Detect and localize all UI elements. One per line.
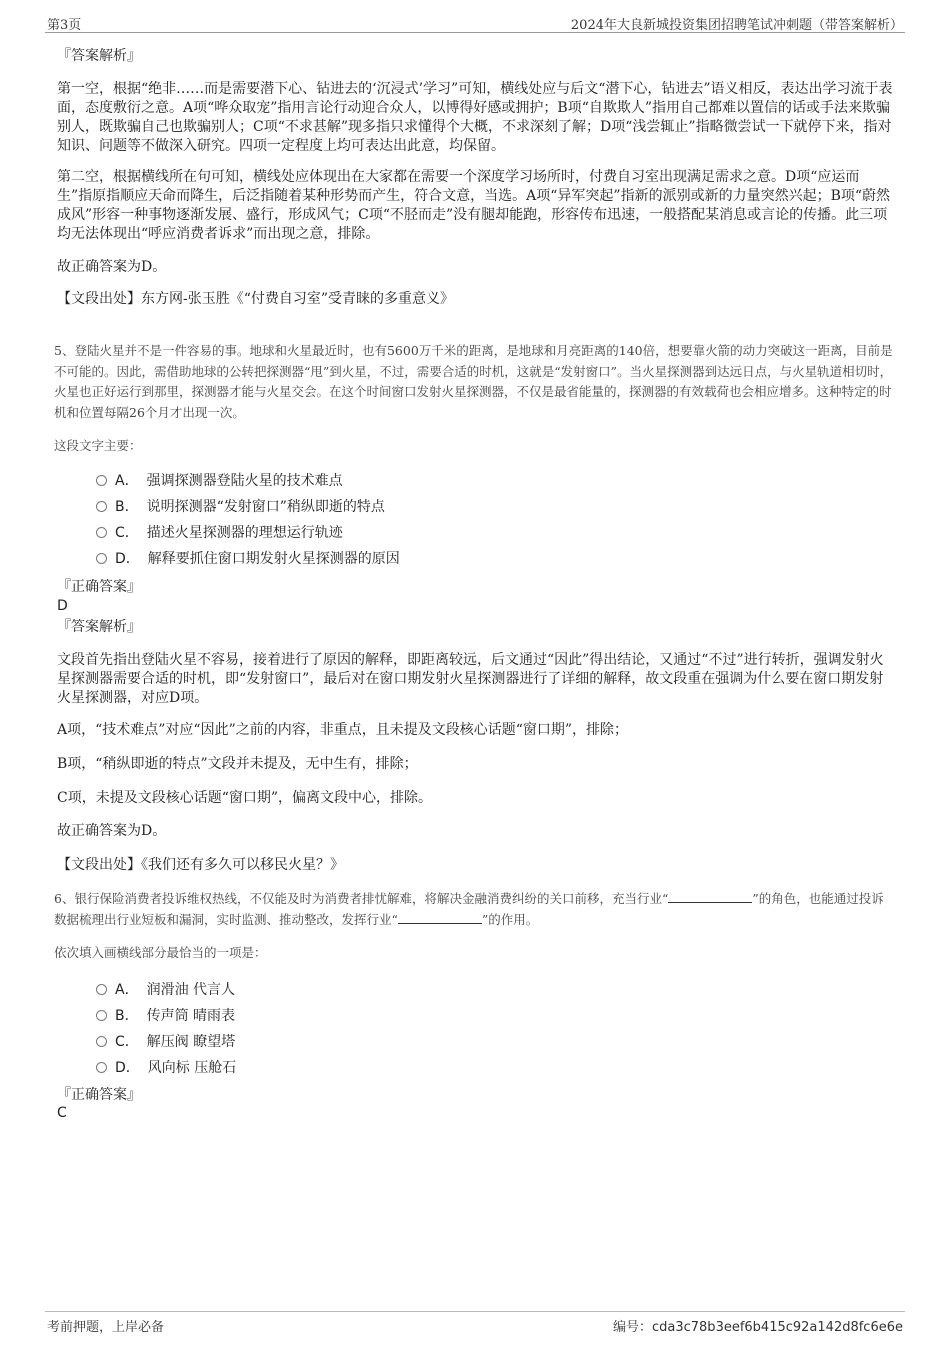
q4-source: 【文段出处】东方网-张玉胜《“付费自习室”受青睐的多重意义》 — [57, 291, 455, 307]
page-number: 第3页 — [47, 18, 82, 33]
document-code: 编号：cda3c78b3eef6b415c92a142d8fc6e6e — [612, 1320, 903, 1335]
radio-circle-icon[interactable] — [96, 553, 107, 564]
q5-analysis-paragraph-3: B项，“稍纵即逝的特点”文段并未提及，无中生有，排除； — [57, 756, 418, 772]
footer-slogan: 考前押题，上岸必备 — [47, 1320, 165, 1335]
q5-analysis-label: 『答案解析』 — [57, 619, 141, 635]
q5-prompt: 这段文字主要： — [54, 438, 142, 453]
q5-analysis-paragraph-4: C项，未提及文段核心话题“窗口期”，偏离文段中心，排除。 — [57, 790, 433, 806]
q5-answer: D — [57, 598, 68, 614]
document-title: 2024年大良新城投资集团招聘笔试冲刺题（带答案解析） — [570, 18, 903, 33]
q6-answer: C — [57, 1105, 67, 1121]
fill-blank-2 — [398, 911, 482, 924]
radio-circle-icon[interactable] — [96, 527, 107, 538]
page-header — [45, 12, 905, 33]
q6-prompt: 依次填入画横线部分最恰当的一项是： — [54, 945, 267, 960]
q5-analysis-paragraph-2: A项，“技术难点”对应“因此”之前的内容，非重点，且未提及文段核心话题“窗口期”，排除； — [57, 722, 629, 738]
q6-answer-label: 『正确答案』 — [57, 1087, 141, 1103]
q4-conclusion: 故正确答案为D。 — [57, 259, 167, 275]
q6-option-c[interactable]: C． 解压阀 瞭望塔 — [96, 1033, 235, 1052]
q6-option-b[interactable]: B． 传声筒 晴雨表 — [96, 1007, 235, 1026]
radio-circle-icon[interactable] — [96, 475, 107, 486]
q5-option-c[interactable]: C． 描述火星探测器的理想运行轨迹 — [96, 524, 343, 543]
q6-option-d[interactable]: D． 风向标 压舱石 — [96, 1059, 236, 1078]
radio-circle-icon[interactable] — [96, 984, 107, 995]
q5-option-a[interactable]: A． 强调探测器登陆火星的技术难点 — [96, 472, 343, 491]
radio-circle-icon[interactable] — [96, 1010, 107, 1021]
radio-circle-icon[interactable] — [96, 501, 107, 512]
q6-option-a[interactable]: A． 润滑油 代言人 — [96, 981, 235, 1000]
q5-answer-label: 『正确答案』 — [57, 579, 141, 595]
q6-stem: 6、银行保险消费者投诉维权热线，不仅能及时为消费者排忧解难，将解决金融消费纠纷的关口前移，充当行业“ ”的角色，也能通过投诉数据梳理出行业短板和漏洞，实时监测、推动整改，发挥行业“ ”的作用。 — [54, 891, 884, 927]
q5-option-d[interactable]: D． 解释要抓住窗口期发射火星探测器的原因 — [96, 550, 400, 569]
q5-option-b[interactable]: B． 说明探测器“发射窗口”稍纵即逝的特点 — [96, 498, 385, 517]
q4-analysis-paragraph-2: 第二空，根据横线所在句可知，横线处应体现出在大家都在需要一个深度学习场所时，付费自习室出现满足需求之意。D项“应运而生”指原指顺应天命而降生，后泛指随着某种形势而产生，符合文意，当选。A项“异军突起”指新的派别或新的力量突然兴起；B项“蔚然成风”形容一种事物逐渐发展、盛行，形成风气；C项“不胫而走”没有腿却能跑，形容传布迅速，一般搭配某消息或言论的传播。此三项均无法体现出“呼应消费者诉求”而出现之意，排除。 — [57, 169, 891, 242]
q4-analysis-paragraph-1: 第一空，根据“绝非……而是需要潜下心、钻进去的‘沉浸式’学习”可知，横线处应与后文“潜下心，钻进去”语义相反，表达出学习流于表面，态度敷衍之意。A项“哗众取宠”指用言论行动迎合众人，以博得好感或拥护；B项“自欺欺人”指用自己都难以置信的话或手法来欺骗别人，既欺骗自己也欺骗别人；C项“不求甚解”现多指只求懂得个大概，不求深刻了解；D项“浅尝辄止”指略微尝试一下就停下来，指对知识、问题等不做深入研究。四项一定程度上均可表达出此意，均保留。 — [57, 81, 893, 154]
radio-circle-icon[interactable] — [96, 1036, 107, 1047]
q5-stem: 5、登陆火星并不是一件容易的事。地球和火星最近时，也有5600万千米的距离，是地球和月亮距离的140倍，想要靠火箭的动力突破这一距离，目前是不可能的。因此，需借助地球的公转把探测器“甩”到火星，不过，需要合适的时机，这就是“发射窗口”。当火星探测器到达远日点，与火星轨道相切时，火星也正好运行到那里，探测器才能与火星交会。在这个时间窗口发射火星探测器，不仅是最省能量的，探测器的有效载荷也会相应增多。这种特定的时机和位置每隔26个月才出现一次。 — [54, 343, 893, 420]
page-footer — [45, 1311, 905, 1334]
q5-analysis-paragraph-1: 文段首先指出登陆火星不容易，接着进行了原因的解释，即距离较远，后文通过“因此”得出结论，又通过“不过”进行转折，强调发射火星探测器需要合适的时机，即“发射窗口”，最后对在窗口期发射火星探测器进行了详细的解释，故文段重在强调为什么要在窗口期发射火星探测器，对应D项。 — [57, 652, 884, 706]
q4-analysis-label: 『答案解析』 — [57, 48, 141, 64]
q5-conclusion: 故正确答案为D。 — [57, 823, 167, 839]
q5-source: 【文段出处】《我们还有多久可以移民火星？》 — [57, 857, 344, 873]
fill-blank-1 — [668, 890, 752, 903]
radio-circle-icon[interactable] — [96, 1062, 107, 1073]
